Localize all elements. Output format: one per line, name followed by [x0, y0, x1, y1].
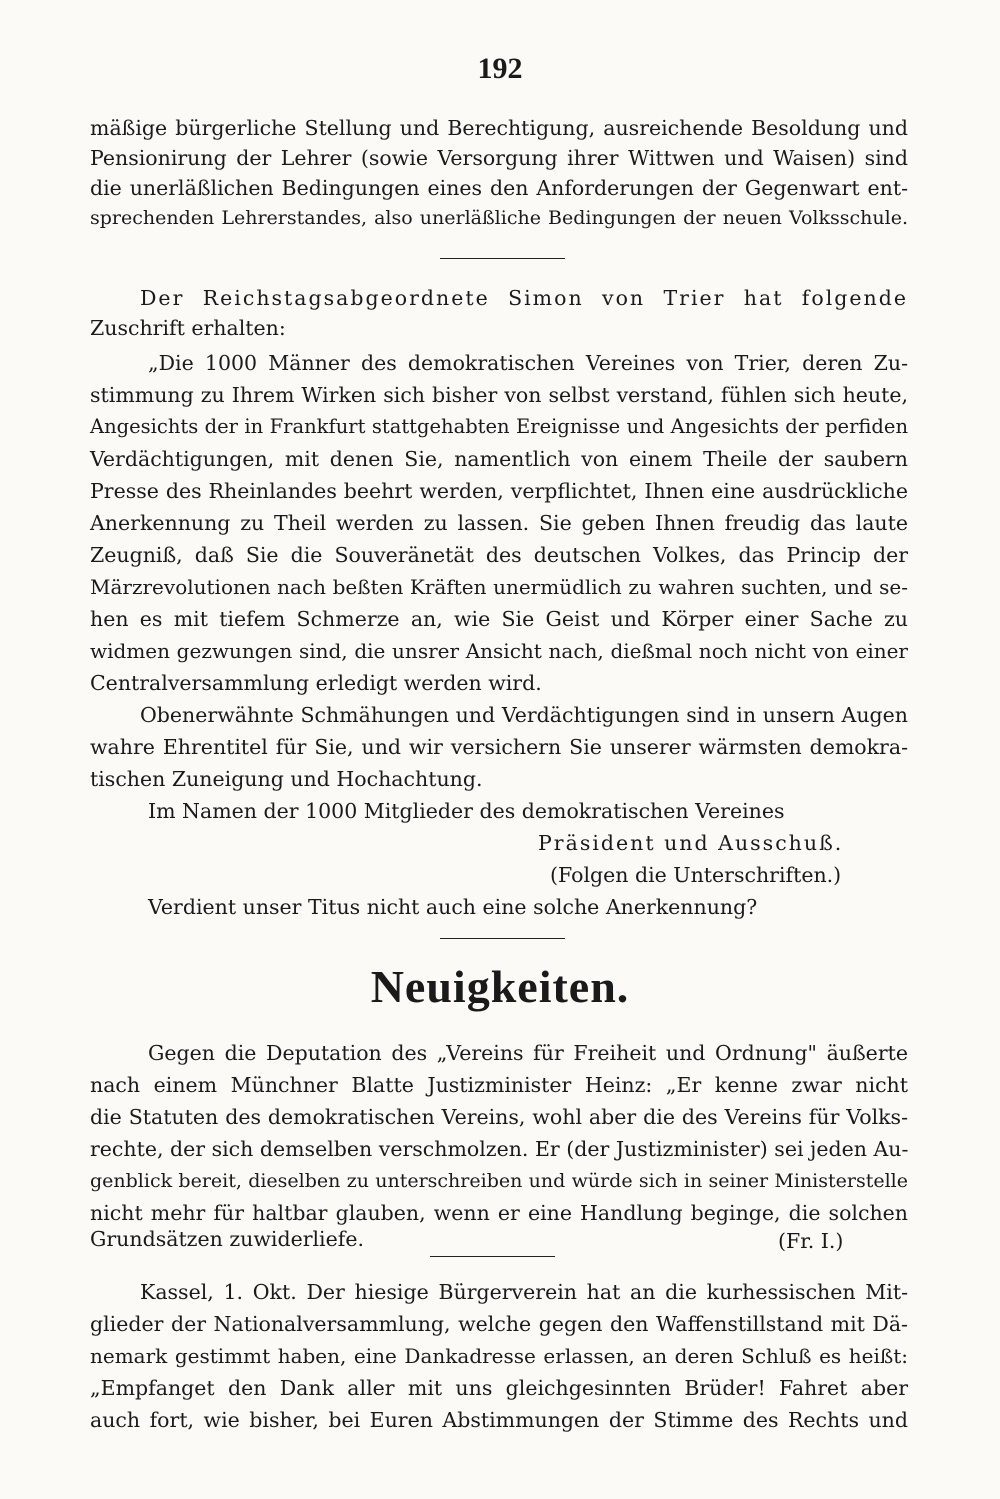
divider: [440, 258, 565, 259]
text-line: Centralversammlung erledigt werden wird.: [90, 671, 542, 695]
text-line: wahre Ehrentitel für Sie, und wir versichern Sie unserer wärmsten demokra-: [90, 735, 908, 759]
divider: [440, 938, 565, 939]
text-line: Anerkennung zu Theil werden zu lassen. Sie geben Ihnen freudig das laute: [90, 511, 908, 535]
text-line: Gegen die Deputation des „Vereins für Freiheit und Ordnung" äußerte: [148, 1041, 908, 1065]
text-line: rechte, der sich demselben verschmolzen. Er (der Justizminister) sei jeden Au-: [90, 1137, 909, 1161]
section-heading: Neuigkeiten.: [370, 961, 630, 1012]
page-number: 192: [477, 52, 523, 85]
text-line: mäßige bürgerliche Stellung und Berechtigung, ausreichende Besoldung und: [90, 116, 908, 140]
text-line: hen es mit tiefem Schmerze an, wie Sie Geist und Körper einer Sache zu: [90, 607, 908, 631]
text-line: Pensionirung der Lehrer (sowie Versorgung ihrer Wittwen und Waisen) sind: [90, 146, 908, 170]
note: (Folgen die Unterschriften.): [550, 863, 842, 887]
text-line: nicht mehr für haltbar glauben, wenn er eine Handlung beginge, die solchen: [90, 1201, 908, 1225]
text-line: „Empfanget den Dank aller mit uns gleichgesinnten Brüder! Fahret aber: [90, 1376, 908, 1400]
divider: [430, 1256, 555, 1257]
text-line: Märzrevolutionen nach beßten Kräften unermüdlich zu wahren suchten, und se-: [90, 575, 908, 599]
signature: Präsident und Ausschuß.: [538, 831, 844, 855]
text-line: auch fort, wie bisher, bei Euren Abstimmungen der Stimme des Rechts und: [90, 1408, 908, 1432]
text-line: genblick bereit, dieselben zu unterschreiben und würde sich in seiner Ministerstelle: [90, 1170, 908, 1192]
text-line: glieder der Nationalversammlung, welche gegen den Waffenstillstand mit Dä-: [90, 1312, 908, 1336]
closing-line: Im Namen der 1000 Mitglieder des demokratischen Vereines: [148, 799, 785, 823]
text-line: nemark gestimmt haben, eine Dankadresse erlassen, an deren Schluß es heißt:: [90, 1344, 908, 1368]
source-note: (Fr. I.): [778, 1229, 844, 1253]
text-line: Kassel, 1. Okt. Der hiesige Bürgerverein hat an die kurhessischen Mit-: [140, 1280, 908, 1304]
text-line: nach einem Münchner Blatte Justizminister Heinz: „Er kenne zwar nicht: [90, 1073, 908, 1097]
question-line: Verdient unser Titus nicht auch eine solche Anerkennung?: [148, 895, 758, 919]
text-line: die unerläßlichen Bedingungen eines den Anforderungen der Gegenwart ent-: [90, 176, 908, 200]
text-line: Zeugniß, daß Sie die Souveränetät des deutschen Volkes, das Princip der: [90, 543, 908, 567]
text-line: Verdächtigungen, mit denen Sie, namentlich von einem Theile der saubern: [90, 447, 908, 471]
text-line: sprechenden Lehrerstandes, also unerläßliche Bedingungen der neuen Volksschule.: [90, 207, 908, 229]
text-line: Der Reichstagsabgeordnete Simon von Trier hat folgende: [140, 286, 908, 310]
text-line: stimmung zu Ihrem Wirken sich bisher von selbst verstand, fühlen sich heute,: [90, 383, 908, 407]
text-line: widmen gezwungen sind, die unsrer Ansicht nach, dießmal noch nicht von einer: [90, 639, 908, 663]
text-line: tischen Zuneigung und Hochachtung.: [90, 767, 483, 791]
text-line: Presse des Rheinlandes beehrt werden, verpflichtet, Ihnen eine ausdrückliche: [90, 479, 908, 503]
text-line: die Statuten des demokratischen Vereins, wohl aber die des Vereins für Volks-: [90, 1105, 908, 1129]
text-line: Zuschrift erhalten:: [90, 316, 286, 340]
text-line: „Die 1000 Männer des demokratischen Vereines von Trier, deren Zu-: [148, 351, 908, 375]
text-line: Angesichts der in Frankfurt stattgehabten Ereignisse und Angesichts der perfiden: [90, 415, 908, 438]
text-line: Grundsätzen zuwiderliefe.: [90, 1227, 364, 1251]
text-line: Obenerwähnte Schmähungen und Verdächtigungen sind in unsern Augen: [140, 703, 908, 727]
